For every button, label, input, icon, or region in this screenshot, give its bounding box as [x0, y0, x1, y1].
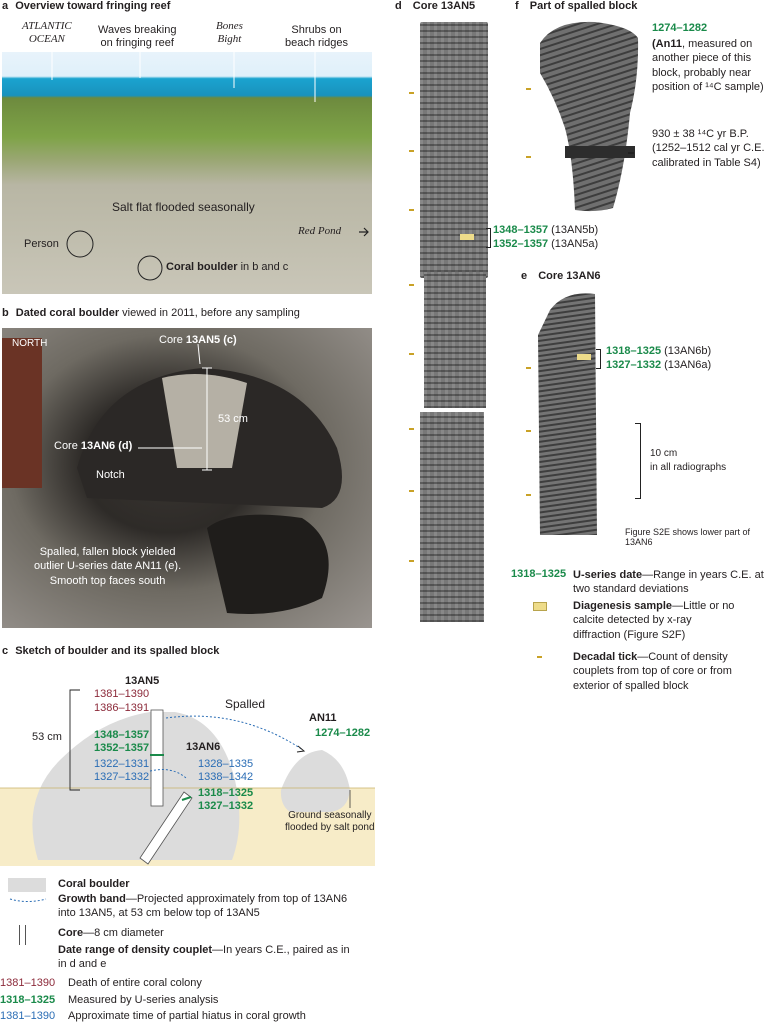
- f-note-text: , measured on another piece of this block, probably near position of ¹⁴C sample): [652, 38, 764, 93]
- e-date-1: [606, 345, 711, 357]
- panel-e-heading: [521, 270, 601, 282]
- f-note: [652, 37, 764, 94]
- sketch-date-1327: 1327–1332: [94, 771, 150, 783]
- sketch-date-1386: 1386–1391: [94, 702, 150, 714]
- legend-date-range: [58, 944, 350, 972]
- label-salt-flat: Salt flat flooded seasonally: [112, 200, 255, 214]
- panel-a-letter: a: [2, 0, 9, 12]
- legend-growth-band-bold: Growth band: [58, 893, 126, 905]
- legend-boulder-swatch: [8, 878, 46, 892]
- decadal-tick: [409, 353, 414, 355]
- legend-useries-sample: 1318–1325: [511, 568, 567, 580]
- e-caption: Figure S2E shows lower part of 13AN6: [625, 527, 751, 547]
- legend-tick-bold: Decadal tick: [573, 651, 638, 663]
- legend-core-text: —8 cm diameter: [83, 927, 164, 939]
- decadal-tick: [526, 88, 531, 90]
- label-core-13an5-suffix: (c): [223, 334, 237, 346]
- d-date-1-value: 1348–1357: [493, 224, 549, 236]
- label-coral-boulder-ref-text: in b and c: [240, 261, 289, 273]
- sketch-date-1328: 1328–1335: [198, 758, 254, 770]
- panel-f-letter: f: [515, 0, 519, 12]
- legend-red-sample: 1381–1390: [0, 977, 56, 989]
- panel-f-title: Part of spalled block: [529, 0, 638, 12]
- label-waves-reef: Waves breaking on fringing reef: [98, 24, 177, 49]
- core-13an6-radiograph: [535, 290, 610, 540]
- label-person: Person: [24, 238, 59, 250]
- legend-growth-band: [58, 893, 347, 921]
- label-53cm: 53 cm: [218, 413, 248, 425]
- label-spalled-block: Spalled, fallen block yielded outlier U-series date AN11 (e). Smooth top faces south: [34, 546, 182, 587]
- label-red-pond: Red Pond: [298, 225, 342, 237]
- label-notch: Notch: [96, 469, 125, 481]
- e-date-2-note: (13AN6a): [664, 359, 712, 371]
- e-date-1-note: (13AN6b): [664, 345, 712, 357]
- label-core-13an6-suffix: (d): [118, 440, 133, 452]
- decadal-tick: [409, 490, 414, 492]
- d-date-2: [493, 238, 598, 250]
- e-date-2: [606, 359, 711, 371]
- decadal-tick: [409, 92, 414, 94]
- panel-c-heading: [2, 645, 219, 657]
- legend-diag-bold: Diagenesis sample: [573, 600, 673, 612]
- sketch-date-1327b: 1327–1332: [198, 800, 254, 812]
- decadal-tick: [526, 430, 531, 432]
- sketch-label-ground: Ground seasonally flooded by salt pond: [285, 810, 375, 833]
- sketch-date-an11: 1274–1282: [315, 727, 371, 739]
- panel-d-letter: d: [395, 0, 402, 12]
- sketch-label-an11: AN11: [309, 712, 337, 724]
- sketch-date-1318: 1318–1325: [198, 787, 254, 799]
- core-13an5-sketch: [151, 710, 163, 806]
- legend-tick-swatch: [537, 656, 542, 658]
- decadal-tick: [409, 560, 414, 562]
- leader-core-13an5: [198, 344, 200, 364]
- sketch-label-spalled: Spalled: [225, 697, 266, 711]
- panel-c-title: Sketch of boulder and its spalled block: [15, 645, 220, 657]
- panel-d-heading: [395, 0, 475, 12]
- legend-growth-band-swatch: [8, 896, 48, 906]
- d-date-2-value: 1352–1357: [493, 238, 549, 250]
- photo-a-overlay: [2, 52, 372, 294]
- e-date-2-value: 1327–1332: [606, 359, 662, 371]
- label-core-13an5-prefix: Core: [159, 334, 183, 346]
- legend-blue-text: Approximate time of partial hiatus in coral growth: [68, 1010, 306, 1022]
- legend-core: [58, 927, 164, 939]
- legend-red-text: Death of entire coral colony: [68, 977, 202, 989]
- label-coral-boulder-bold: Coral boulder: [166, 261, 238, 273]
- legend-blue-sample: 1381–1390: [0, 1010, 56, 1022]
- panel-c-letter: c: [2, 645, 9, 657]
- panel-b-heading: [2, 307, 300, 319]
- label-atlantic-ocean: ATLANTIC OCEAN: [22, 20, 72, 45]
- label-bones-bight: Bones Bight: [216, 20, 243, 45]
- legend-green-sample: 1318–1325: [0, 994, 56, 1006]
- panel-e-title: Core 13AN6: [538, 270, 601, 282]
- photo-coral-boulder: [2, 328, 372, 628]
- person-leg: [2, 338, 42, 488]
- legend-growth-band-text: —Projected approximately from top of 13AN6 into 13AN5, at 53 cm below top of 13AN5: [58, 893, 348, 919]
- panel-b-title-rest: viewed in 2011, before any sampling: [122, 307, 300, 319]
- decadal-tick: [526, 494, 531, 496]
- label-core-13an5: [159, 334, 237, 346]
- diagenesis-sample-13an5: [460, 234, 474, 240]
- decadal-tick: [526, 156, 531, 158]
- spalled-block-shape: [207, 515, 329, 614]
- sketch-label-13an6: 13AN6: [186, 741, 221, 753]
- photo-overview-reef: [2, 52, 372, 294]
- legend-useries-bold: U-series date: [573, 569, 643, 581]
- decadal-tick: [409, 284, 414, 286]
- legend-date-range-text: —In years C.E., paired as in in d and e: [58, 944, 350, 970]
- panel-f-heading: [515, 0, 637, 12]
- sketch-label-53cm: 53 cm: [32, 731, 62, 743]
- bracket-13an5: [486, 228, 491, 248]
- legend-useries: [573, 568, 764, 597]
- core-13an5-radiograph-3: [420, 412, 484, 622]
- sketch-date-1322: 1322–1331: [94, 758, 150, 770]
- legend-diagenesis: [573, 599, 734, 642]
- arrow-red-pond: [359, 228, 368, 236]
- legend-diag-swatch: [533, 602, 547, 611]
- legend-diag-text: —Little or no calcite detected by x-ray diffraction (Figure S2F): [573, 600, 735, 641]
- sketch-date-1381: 1381–1390: [94, 688, 150, 700]
- decadal-tick: [409, 428, 414, 430]
- f-note-bold: (An11: [652, 38, 682, 50]
- spalled-arrowhead: [297, 746, 304, 752]
- sketch-label-13an5: 13AN5: [125, 675, 160, 687]
- panel-e-letter: e: [521, 270, 528, 282]
- core-13an5-radiograph-1: [420, 22, 488, 278]
- sketch-date-1352: 1352–1357: [94, 742, 150, 754]
- spalled-block-fill: [281, 750, 350, 812]
- core-13an5-radiograph-2: [424, 272, 486, 408]
- panel-a-title: Overview toward fringing reef: [15, 0, 171, 12]
- panel-d-title: Core 13AN5: [412, 0, 476, 12]
- label-shrubs: Shrubs on beach ridges: [285, 24, 348, 49]
- legend-tick-text: —Count of density couplets from top of core or from exterior of spalled block: [573, 651, 732, 692]
- sketch-date-1348: 1348–1357: [94, 729, 150, 741]
- sketch-date-1338: 1338–1342: [198, 771, 254, 783]
- f-date: 1274–1282: [652, 22, 708, 34]
- circle-person: [67, 231, 93, 257]
- panel-b-title-bold: Dated coral boulder: [15, 307, 120, 319]
- decadal-tick: [409, 209, 414, 211]
- circle-boulder: [138, 256, 162, 280]
- d-date-1-note: (13AN5b): [551, 224, 599, 236]
- e-date-1-value: 1318–1325: [606, 345, 662, 357]
- legend-useries-text: —Range in years C.E. at two standard deviations: [573, 569, 764, 596]
- label-core-13an6: [54, 440, 132, 452]
- label-coral-boulder-ref: [166, 261, 288, 273]
- label-core-13an5-id: 13AN5: [185, 334, 221, 346]
- legend-core-swatch: [19, 925, 26, 945]
- panel-b-letter: b: [2, 307, 9, 319]
- spalled-block-radiograph: [535, 18, 645, 218]
- e-scale-label: 10 cm in all radiographs: [650, 448, 727, 473]
- d-date-2-note: (13AN5a): [551, 238, 599, 250]
- label-north: NORTH: [12, 338, 48, 349]
- decadal-tick: [526, 367, 531, 369]
- leader-c14-sample: [628, 152, 634, 154]
- scale-bar-10cm: [635, 423, 641, 499]
- label-core-13an6-id: 13AN6: [80, 440, 116, 452]
- legend-decadal-tick: [573, 650, 732, 693]
- legend-core-bold: Core: [58, 927, 84, 939]
- bracket-13an6: [596, 349, 601, 369]
- decadal-tick: [409, 150, 414, 152]
- d-date-1: [493, 224, 598, 236]
- label-core-13an6-prefix: Core: [54, 440, 78, 452]
- sketch-boulder: [0, 660, 375, 870]
- f-c14-date: 930 ± 38 ¹⁴C yr B.P. (1252–1512 cal yr C.E. calibrated in Table S4): [652, 128, 765, 169]
- legend-date-range-bold: Date range of density couplet: [58, 944, 213, 956]
- legend-coral-boulder: Coral boulder: [58, 878, 130, 890]
- legend-green-text: Measured by U-series analysis: [68, 994, 219, 1006]
- panel-a-heading: [2, 0, 170, 12]
